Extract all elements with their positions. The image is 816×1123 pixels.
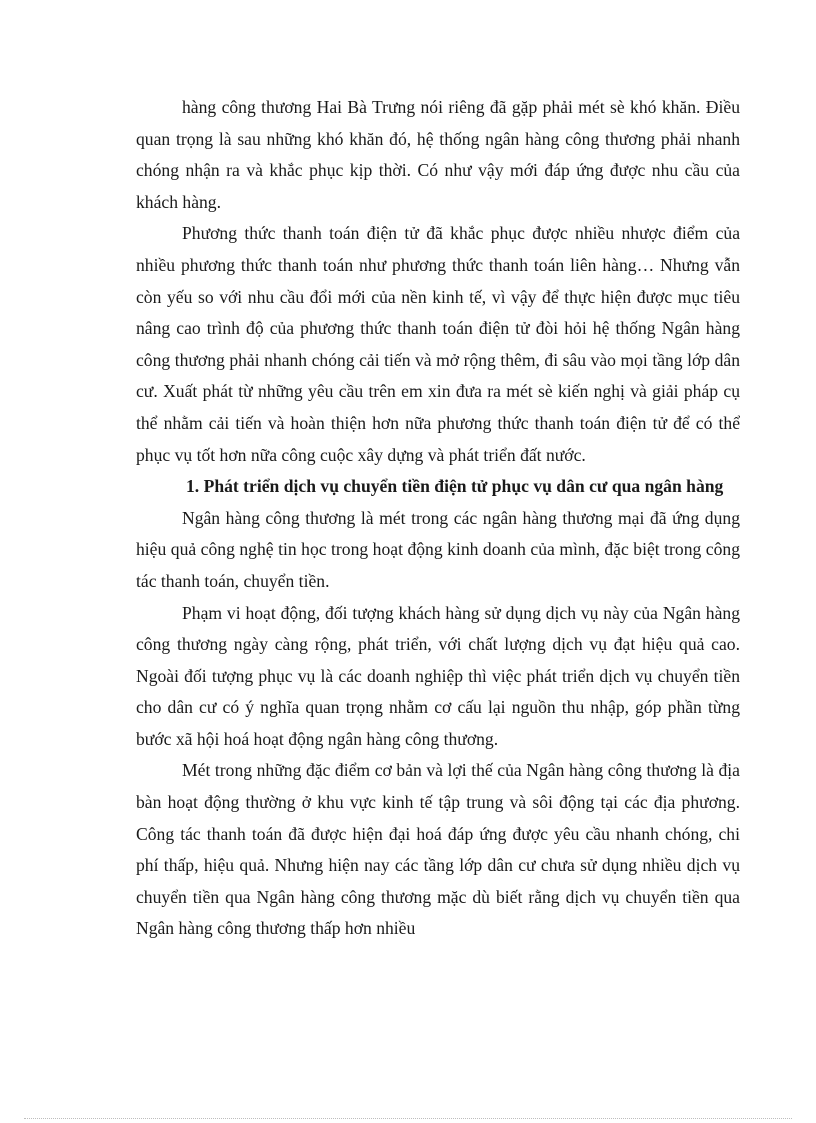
paragraph-1: hàng công thương Hai Bà Trưng nói riêng đã gặp phải mét sè khó khăn. Điều quan trọng là sau những khó khăn đó, hệ thống ngân hàng công thương phải nhanh chóng nhận ra và khắc phục kịp thời. Có như vậy mới đáp ứng được nhu cầu của khách hàng. (136, 97, 740, 212)
paragraph-3: Ngân hàng công thương là mét trong các ngân hàng thương mại đã ứng dụng hiệu quả công nghệ tin học trong hoạt động kinh doanh của mình, đặc biệt trong công tác thanh toán, chuyển tiền. (136, 507, 740, 591)
page-bottom-divider (24, 1118, 792, 1119)
section-heading: 1. Phát triển dịch vụ chuyển tiền điện tử phục vụ dân cư qua ngân hàng (186, 476, 724, 497)
paragraph-4: Phạm vi hoạt động, đối tượng khách hàng sử dụng dịch vụ này của Ngân hàng công thương ngày càng rộng, phát triển, với chất lượng dịch vụ đạt hiệu quả cao. Ngoài đối tượng phục vụ là các doanh nghiệp thì việc phát triển dịch vụ chuyển tiền cho dân cư có ý nghĩa quan trọng nhằm cơ cấu lại nguồn thu nhập, góp phần từng bước xã hội hoá hoạt động ngân hàng công thương. (136, 602, 740, 749)
document-body (136, 92, 740, 945)
paragraph-5: Mét trong những đặc điểm cơ bản và lợi thế của Ngân hàng công thương là địa bàn hoạt động thường ở khu vực kinh tế tập trung và sôi động tại các địa phương. Công tác thanh toán đã được hiện đại hoá đáp ứng được yêu cầu nhanh chóng, chi phí thấp, hiệu quả. Nhưng hiện nay các tầng lớp dân cư chưa sử dụng nhiều dịch vụ chuyển tiền qua Ngân hàng công thương mặc dù biết rằng dịch vụ chuyển tiền qua Ngân hàng công thương thấp hơn nhiều (136, 760, 740, 939)
paragraph-2: Phương thức thanh toán điện tử đã khắc phục được nhiều nhược điểm của nhiều phương thức thanh toán như phương thức thanh toán liên hàng… Nhưng vẫn còn yếu so với nhu cầu đổi mới của nền kinh tế, vì vậy để thực hiện được mục tiêu nâng cao trình độ của phương thức thanh toán điện tử đòi hỏi hệ thống Ngân hàng công thương phải nhanh chóng cải tiến và mở rộng thêm, đi sâu vào mọi tầng lớp dân cư. Xuất phát từ những yêu cầu trên em xin đưa ra mét sè kiến nghị và giải pháp cụ thể nhằm cải tiến và hoàn thiện hơn nữa phương thức thanh toán điện tử để có thể phục vụ tốt hơn nữa công cuộc xây dựng và phát triển đất nước. (136, 223, 740, 465)
